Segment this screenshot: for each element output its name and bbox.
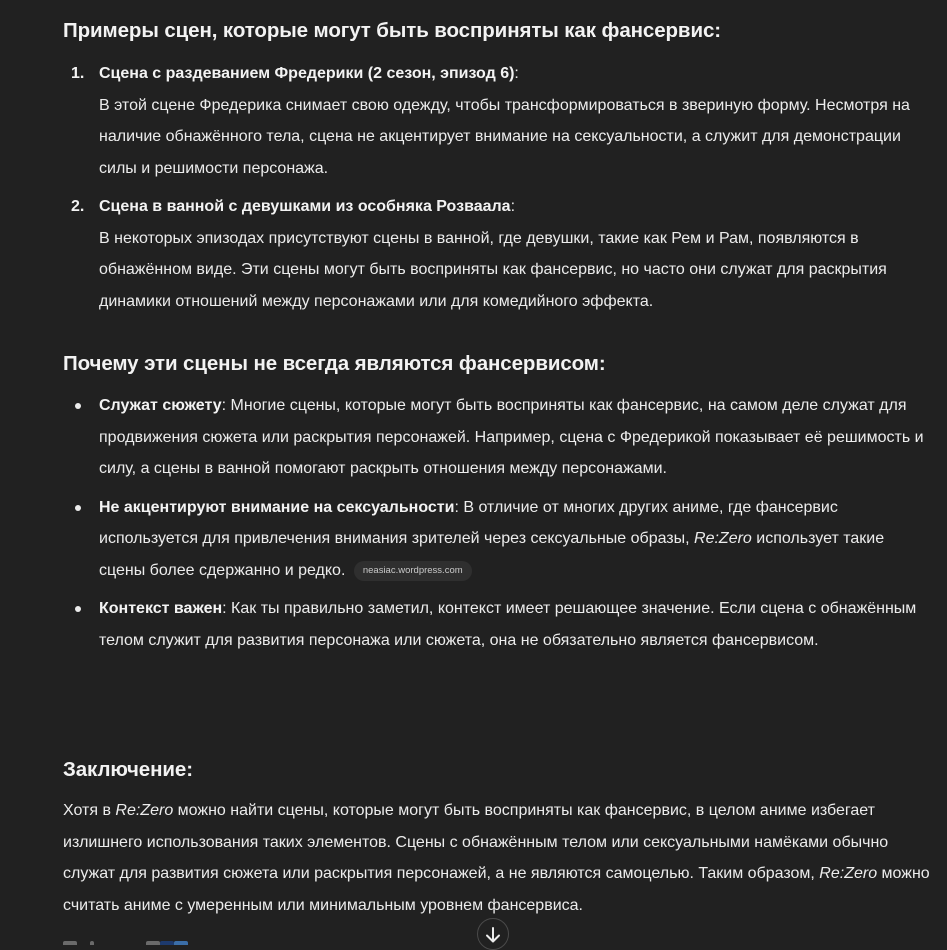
item-body: В некоторых эпизодах присутствуют сцены в ванной, где девушки, такие как Рем и Рам, появляются в обнажённом виде. Эти сцены могут быть восприняты как фансервис, но часто они служат для раскрытия динамики отношений между персонажами или для комедийного эффекта.	[99, 229, 887, 310]
emphasis-title: Re:Zero	[694, 530, 752, 547]
bullet-icon	[75, 505, 81, 511]
list-item	[63, 390, 933, 485]
item-title: Служат сюжету	[99, 397, 222, 414]
conclusion-text: можно найти сцены, которые могут быть восприняты как фансервис, в целом аниме избегает излишнего использования таких элементов. Сцены с обнажённым телом или сексуальными намёками обычно служат для развития сюжета или раскрытия персонажей, а не являются самоцелью. Таким образом,	[63, 802, 889, 882]
list-item	[63, 492, 933, 587]
emphasis-title: Re:Zero	[819, 865, 878, 882]
action-icon[interactable]	[90, 941, 94, 945]
item-body: использует такие сцены более сдержанно и редко.	[99, 530, 885, 579]
copy-icon[interactable]	[63, 941, 77, 945]
list-number: 1.	[71, 65, 85, 82]
heading-conclusion: Заключение:	[63, 758, 193, 781]
bullet-icon	[75, 606, 81, 612]
item-title: Контекст важен	[99, 600, 223, 617]
item-separator: :	[514, 65, 519, 82]
heading-examples: Примеры сцен, которые могут быть восприняты как фансервис:	[63, 19, 721, 42]
arrow-down-icon	[485, 926, 501, 944]
item-separator: :	[510, 198, 516, 215]
item-body: Как ты правильно заметил, контекст имеет решающее значение. Если сцена с обнажённым телом служит для развития персонажа или сюжета, она не обязательно является фансервисом.	[99, 600, 917, 649]
source-favicon-icon	[174, 941, 188, 945]
item-title: Сцена в ванной с девушками из особняка Розваала	[99, 198, 511, 215]
conclusion-text: Хотя в	[63, 802, 116, 819]
citation-link[interactable]: neasiac.wordpress.com	[354, 561, 472, 581]
item-title: Сцена с раздеванием Фредерики (2 сезон, эпизод 6)	[99, 65, 515, 82]
item-body: В этой сцене Фредерика снимает свою одежду, чтобы трансформироваться в звериную форму. Несмотря на наличие обнажённого тела, сцена не акцентирует внимание на сексуальности, а служит для демонстрации силы и решимости персонажа.	[99, 96, 910, 177]
bullet-icon	[75, 403, 81, 409]
list-item	[63, 593, 933, 656]
item-separator: :	[221, 397, 227, 414]
list-item	[63, 58, 933, 184]
conclusion-paragraph	[63, 795, 933, 921]
reasons-list	[63, 390, 933, 663]
message-actions-toolbar	[63, 941, 183, 945]
scroll-to-bottom-button[interactable]	[477, 918, 509, 950]
list-number: 2.	[71, 198, 85, 215]
item-body: В отличие от многих других аниме, где фансервис используется для привлечения внимания зрителей через сексуальные образы,	[99, 498, 838, 547]
list-item	[63, 191, 933, 317]
item-body: Многие сцены, которые могут быть восприняты как фансервис, на самом деле служат для продвижения сюжета или раскрытия персонажей. Например, сцена с Фредерикой показывает её решимость и силу, а сцены в ванной помогают раскрыть отношения между персонажами.	[99, 397, 924, 477]
source-favicon-icon	[146, 941, 160, 945]
examples-list	[63, 58, 933, 324]
emphasis-title: Re:Zero	[115, 802, 174, 819]
conclusion-text: можно считать аниме с умеренным или минимальным уровнем фансервиса.	[63, 865, 930, 914]
heading-reasons: Почему эти сцены не всегда являются фансервисом:	[63, 352, 606, 375]
source-favicon-icon	[160, 941, 174, 945]
item-separator: :	[454, 498, 459, 516]
item-separator: :	[222, 600, 227, 617]
item-title: Не акцентируют внимание на сексуальности	[99, 498, 455, 516]
